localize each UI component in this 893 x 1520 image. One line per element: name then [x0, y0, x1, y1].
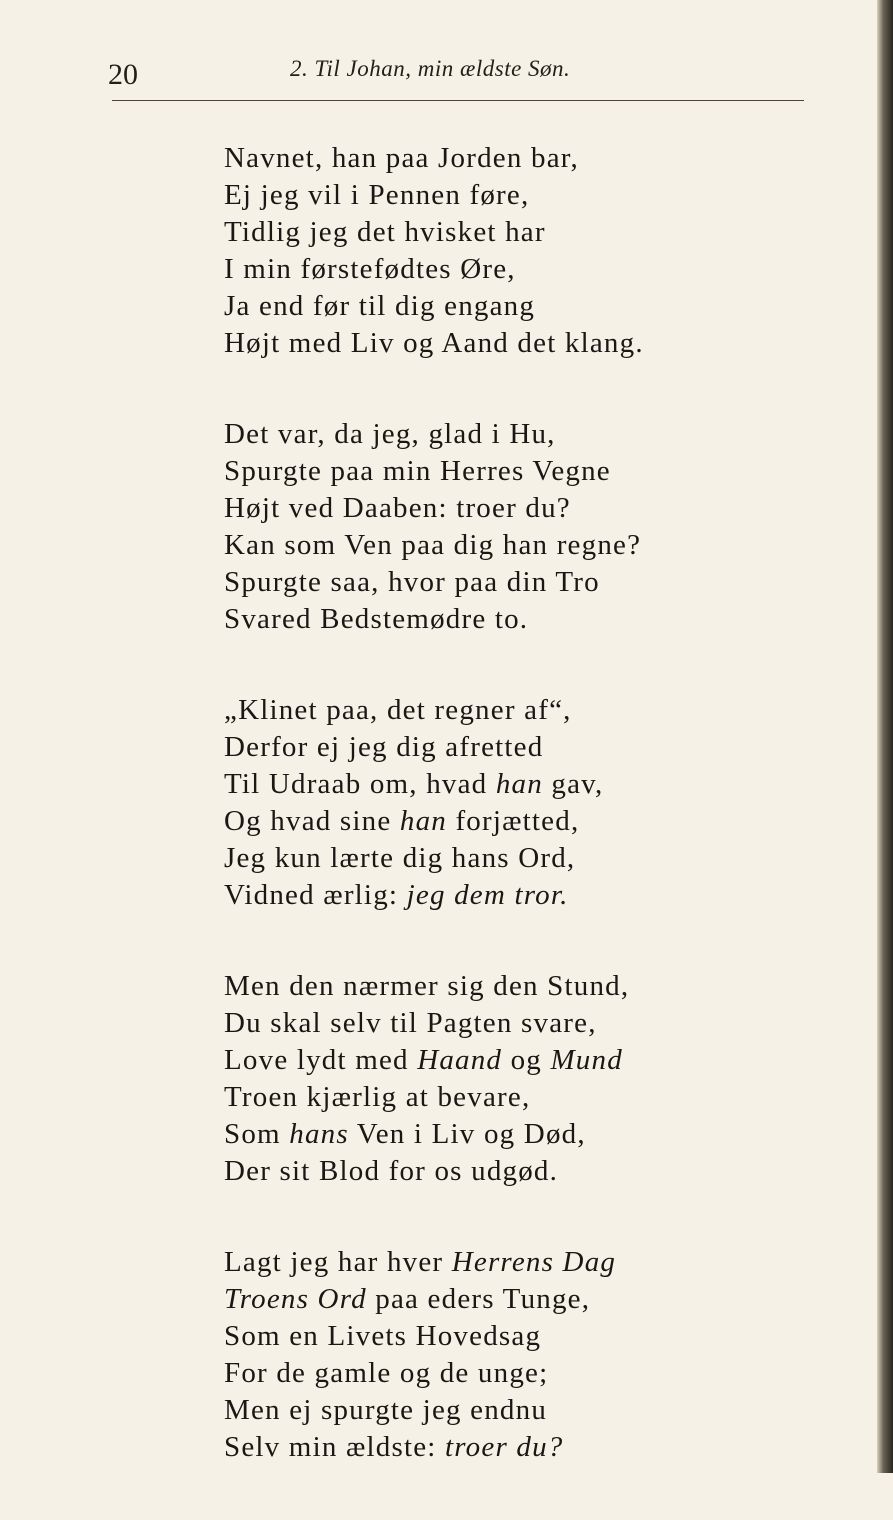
line-text: Ej jeg vil i Pennen føre, — [224, 179, 530, 211]
poem — [224, 140, 644, 1520]
poem-line — [224, 140, 644, 177]
italic-text: hans — [289, 1118, 349, 1150]
italic-text: Mund — [550, 1044, 623, 1076]
poem-line — [224, 288, 644, 325]
line-text: Kan som Ven paa dig han regne? — [224, 529, 642, 561]
line-text: forjætted, — [447, 805, 580, 837]
line-text: Højt ved Daaben: troer du? — [224, 492, 571, 524]
italic-text: Herrens Dag — [451, 1246, 617, 1278]
poem-line — [224, 1116, 644, 1153]
header-rule — [112, 100, 804, 101]
poem-line — [224, 692, 644, 729]
poem-line — [224, 1355, 644, 1392]
line-text: I min førstefødtes Øre, — [224, 253, 516, 285]
line-text: Til Udraab om, hvad — [224, 768, 496, 800]
poem-line — [224, 1042, 644, 1079]
line-text: Du skal selv til Pagten svare, — [224, 1007, 597, 1039]
line-text: Vidned ærlig: — [224, 879, 407, 911]
line-text: Tidlig jeg det hvisket har — [224, 216, 546, 248]
line-text: Jeg kun lærte dig hans Ord, — [224, 842, 576, 874]
book-spine-edge — [877, 0, 893, 1473]
line-text: Spurgte paa min Herres Vegne — [224, 455, 611, 487]
line-text: Højt med Liv og Aand det klang. — [224, 327, 644, 359]
line-text: Som en Livets Hovedsag — [224, 1320, 542, 1352]
poem-line — [224, 251, 644, 288]
poem-line — [224, 1392, 644, 1429]
line-text: og — [502, 1044, 551, 1076]
italic-text: han — [399, 805, 447, 837]
italic-text: troer du? — [445, 1431, 564, 1463]
poem-line — [224, 1318, 644, 1355]
line-text: Spurgte saa, hvor paa din Tro — [224, 566, 600, 598]
line-text: gav, — [542, 768, 604, 800]
line-text: Troen kjærlig at bevare, — [224, 1081, 531, 1113]
line-text: Men den nærmer sig den Stund, — [224, 970, 630, 1002]
poem-line — [224, 453, 644, 490]
stanza — [224, 1244, 644, 1466]
italic-text: Haand — [417, 1044, 503, 1076]
line-text: Derfor ej jeg dig afretted — [224, 731, 544, 763]
poem-line — [224, 416, 644, 453]
poem-line — [224, 877, 644, 914]
poem-line — [224, 214, 644, 251]
line-text: Love lydt med — [224, 1044, 418, 1076]
line-text: paa eders Tunge, — [366, 1283, 591, 1315]
stanza — [224, 416, 644, 638]
poem-line — [224, 729, 644, 766]
stanza — [224, 140, 644, 362]
line-text: Der sit Blod for os udgød. — [224, 1155, 559, 1187]
italic-text: Troens Ord — [224, 1283, 367, 1315]
poem-line — [224, 527, 644, 564]
poem-line — [224, 803, 644, 840]
poem-line — [224, 1429, 644, 1466]
poem-line — [224, 1005, 644, 1042]
poem-line — [224, 601, 644, 638]
running-head: 2. Til Johan, min ældste Søn. — [290, 56, 571, 81]
line-text: For de gamle og de unge; — [224, 1357, 549, 1389]
poem-line — [224, 490, 644, 527]
line-text: Navnet, han paa Jorden bar, — [224, 142, 579, 174]
line-text: Som — [224, 1118, 290, 1150]
poem-line — [224, 1153, 644, 1190]
line-text: Ja end før til dig engang — [224, 290, 536, 322]
poem-line — [224, 325, 644, 362]
poem-line — [224, 177, 644, 214]
line-text: Men ej spurgte jeg endnu — [224, 1394, 548, 1426]
stanza — [224, 968, 644, 1190]
line-text: Lagt jeg har hver — [224, 1246, 452, 1278]
line-text: Det var, da jeg, glad i Hu, — [224, 418, 556, 450]
poem-line — [224, 1281, 644, 1318]
poem-line — [224, 840, 644, 877]
page-number: 20 — [108, 58, 138, 91]
italic-text: han — [495, 768, 543, 800]
poem-line — [224, 1079, 644, 1116]
stanza — [224, 692, 644, 914]
line-text: Selv min ældste: — [224, 1431, 445, 1463]
line-text: Svared Bedstemødre to. — [224, 603, 529, 635]
poem-line — [224, 564, 644, 601]
poem-line — [224, 766, 644, 803]
italic-text: jeg dem tror. — [406, 879, 569, 911]
line-text: Ven i Liv og Død, — [348, 1118, 586, 1150]
poem-line — [224, 1244, 644, 1281]
line-text: Og hvad sine — [224, 805, 400, 837]
poem-line — [224, 968, 644, 1005]
line-text: „Klinet paa, det regner af“, — [224, 694, 572, 726]
